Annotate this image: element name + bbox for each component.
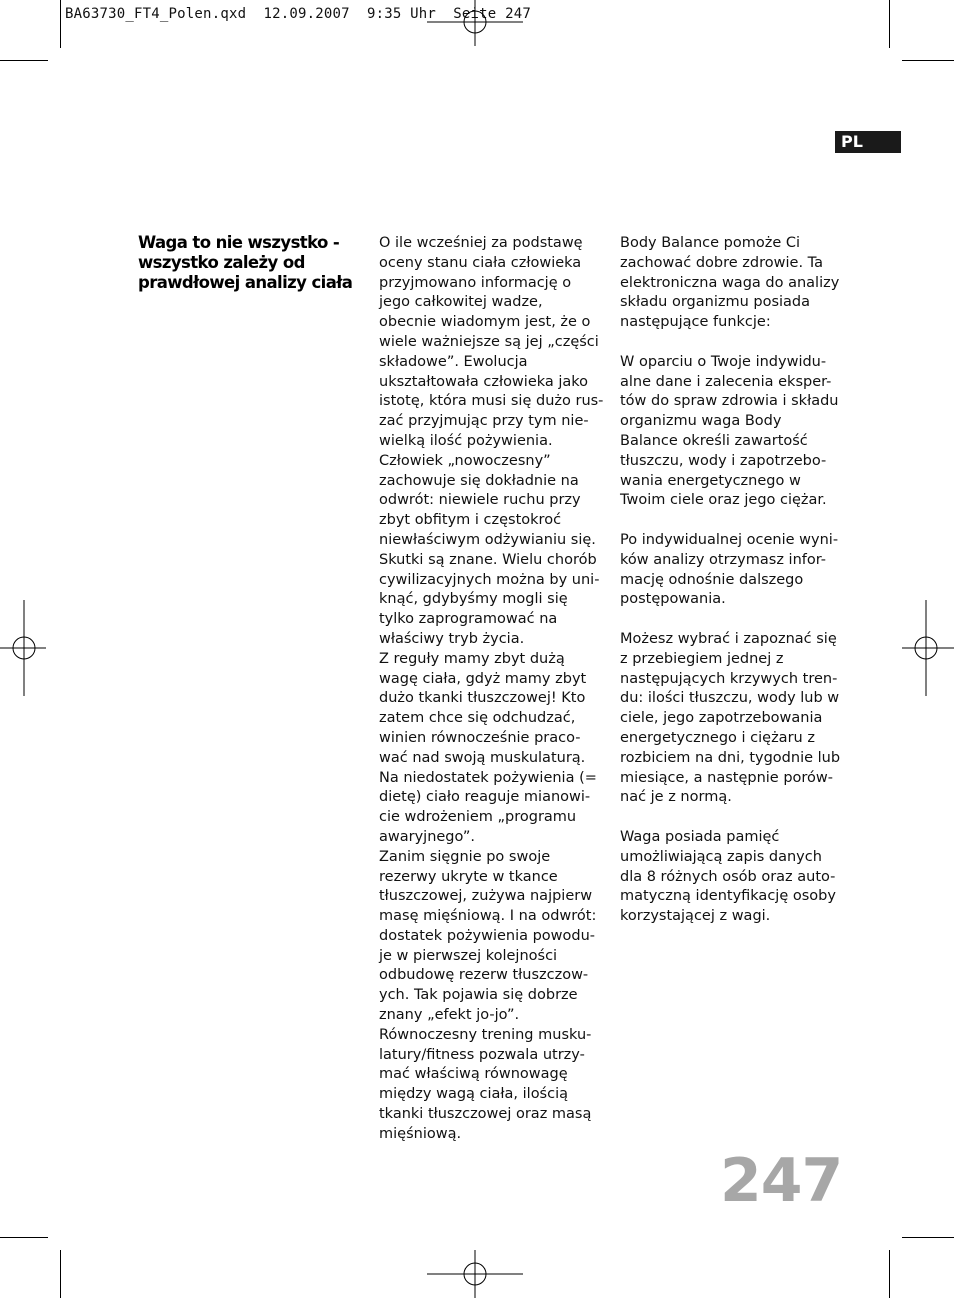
text-line: mać właściwą równowagę: [379, 1066, 568, 1083]
text-line: tylko zaprogramować na: [379, 611, 558, 628]
body-column-middle: [379, 234, 609, 1145]
text-line: dla 8 różnych osób oraz auto-: [620, 868, 836, 885]
text-line: Skutki są znane. Wielu chorób: [379, 551, 597, 568]
text-line: energetycznego i ciężaru z: [620, 729, 815, 746]
registration-mark-bottom: [427, 1250, 523, 1298]
heading-line: Waga to nie wszystko -: [138, 233, 340, 252]
text-line: wania energetycznego w: [620, 472, 801, 489]
text-line: ków analizy otrzymasz infor-: [620, 551, 826, 568]
text-line: ukształtowała człowieka jako: [379, 373, 589, 390]
text-line: tłuszczu, wody i zapotrzebo-: [620, 452, 827, 469]
text-line: dostatek pożywienia powodu-: [379, 927, 596, 944]
text-line: zachować dobre zdrowie. Ta: [620, 254, 824, 271]
text-line: knąć, gdybyśmy mogli się: [379, 591, 568, 608]
text-line: Body Balance pomoże Ci: [620, 235, 801, 251]
text-line: wiele ważniejsze są jej „części: [379, 333, 599, 350]
crop-mark-top-left-horizontal: [0, 60, 48, 61]
text-line: zatem chce się odchudzać,: [379, 710, 576, 727]
text-line: Zanim sięgnie po swoje: [379, 848, 551, 865]
text-line: matyczną identyfikację osoby: [620, 888, 836, 905]
text-line: ciele, jego zapotrzebowania: [620, 710, 823, 727]
text-line: istotę, która musi się dużo rus-: [379, 393, 604, 410]
text-line: Balance określi zawartość: [620, 432, 808, 449]
text-line: awaryjnego”.: [379, 828, 475, 845]
text-line: tów do spraw zdrowia i składu: [620, 393, 839, 410]
section-heading: [138, 233, 363, 293]
text-line: z przebiegiem jednej z: [620, 650, 784, 667]
text-line: przyjmowano informację o: [379, 274, 572, 291]
text-line: nać je z normą.: [620, 789, 732, 806]
text-line: wać nad swoją muskulaturą.: [379, 749, 586, 766]
text-line: odbudowę rezerw tłuszczow-: [379, 967, 589, 984]
text-line: Waga posiada pamięć: [620, 828, 780, 845]
registration-mark-right: [902, 600, 954, 696]
text-line: składowe”. Ewolucja: [379, 353, 528, 370]
text-line: tkanki tłuszczowej oraz masą: [379, 1106, 592, 1123]
crop-mark-bottom-right-vertical: [889, 1250, 890, 1298]
text-line: umożliwiającą zapis danych: [620, 848, 822, 865]
paragraph-gap: [620, 610, 850, 630]
text-line: elektroniczna waga do analizy: [620, 274, 840, 291]
registration-mark-top: [427, 0, 523, 48]
text-line: następujące funkcje:: [620, 314, 771, 331]
text-line: Na niedostatek pożywienia (=: [379, 769, 597, 786]
text-line: niewłaściwym odżywianiu się.: [379, 531, 596, 548]
text-line: obecnie wiadomym jest, że o: [379, 314, 591, 331]
crop-mark-bottom-left-vertical: [60, 1250, 61, 1298]
text-line: Z reguły mamy zbyt dużą: [379, 650, 565, 667]
text-line: składu organizmu posiada: [620, 294, 811, 311]
text-line: właściwy tryb życia.: [379, 630, 525, 647]
text-line: zachowuje się dokładnie na: [379, 472, 579, 489]
text-line: wagę ciała, gdyż mamy zbyt: [379, 670, 587, 687]
body-column-right: [620, 234, 850, 927]
text-line: oceny stanu ciała człowieka: [379, 254, 582, 271]
text-line: W oparciu o Twoje indywidu-: [620, 353, 827, 370]
text-line: Twoim ciele oraz jego ciężar.: [620, 492, 827, 509]
heading-line: wszystko zależy od: [138, 253, 305, 272]
text-line: odwrót: niewiele ruchu przy: [379, 492, 581, 509]
text-line: latury/fitness pozwala utrzy-: [379, 1046, 585, 1063]
text-line: między wagą ciała, ilością: [379, 1086, 569, 1103]
text-line: masę mięśniową. I na odwrót:: [379, 908, 597, 925]
text-line: winien równocześnie praco-: [379, 729, 581, 746]
crop-mark-top-right-horizontal: [902, 60, 954, 61]
text-line: zać przyjmując przy tym nie-: [379, 413, 589, 430]
file-slug-line: BA63730_FT4_Polen.qxd 12.09.2007 9:35 Uhr Seite 247: [65, 6, 531, 22]
heading-line: prawdłowej analizy ciała: [138, 273, 353, 292]
language-tab: PL: [835, 131, 901, 153]
text-line: Możesz wybrać i zapoznać się: [620, 630, 837, 647]
crop-mark-bottom-right-horizontal: [902, 1237, 954, 1238]
text-line: organizmu waga Body: [620, 413, 782, 430]
registration-mark-left: [0, 600, 48, 696]
text-line: je w pierwszej kolejności: [379, 947, 558, 964]
text-line: cie wdrożeniem „programu: [379, 809, 577, 826]
text-line: Równoczesny trening musku-: [379, 1026, 592, 1043]
paragraph-gap: [620, 808, 850, 828]
text-line: zbyt obfitym i częstokroć: [379, 512, 562, 529]
text-line: Człowiek „nowoczesny”: [379, 452, 551, 469]
text-line: mację odnośnie dalszego: [620, 571, 804, 588]
text-line: postępowania.: [620, 591, 726, 608]
crop-mark-top-left-vertical: [60, 0, 61, 48]
text-line: znany „efekt jo-jo”.: [379, 1007, 520, 1024]
text-line: cywilizacyjnych można by uni-: [379, 571, 600, 588]
text-line: dużo tkanki tłuszczowej! Kto: [379, 690, 586, 707]
page-number: 247: [720, 1146, 843, 1216]
text-line: du: ilości tłuszczu, wody lub w: [620, 690, 840, 707]
text-line: rezerwy ukryte w tkance: [379, 868, 558, 885]
text-line: mięśniową.: [379, 1125, 462, 1142]
text-line: ych. Tak pojawia się dobrze: [379, 987, 578, 1004]
text-line: dietę) ciało reaguje mianowi-: [379, 789, 591, 806]
text-line: wielką ilość pożywienia.: [379, 432, 553, 449]
text-line: miesiące, a następnie porów-: [620, 769, 834, 786]
crop-mark-bottom-left-horizontal: [0, 1237, 48, 1238]
text-line: tłuszczowej, zużywa najpierw: [379, 888, 593, 905]
crop-mark-top-right-vertical: [889, 0, 890, 48]
text-line: O ile wcześniej za podstawę: [379, 235, 583, 251]
text-line: następujących krzywych tren-: [620, 670, 838, 687]
text-line: korzystającej z wagi.: [620, 908, 771, 925]
text-line: rozbiciem na dni, tygodnie lub: [620, 749, 841, 766]
text-line: jego całkowitej wadze,: [379, 294, 543, 311]
paragraph-gap: [620, 511, 850, 531]
text-line: Po indywidualnej ocenie wyni-: [620, 531, 839, 548]
text-line: alne dane i zalecenia eksper-: [620, 373, 832, 390]
paragraph-gap: [620, 333, 850, 353]
